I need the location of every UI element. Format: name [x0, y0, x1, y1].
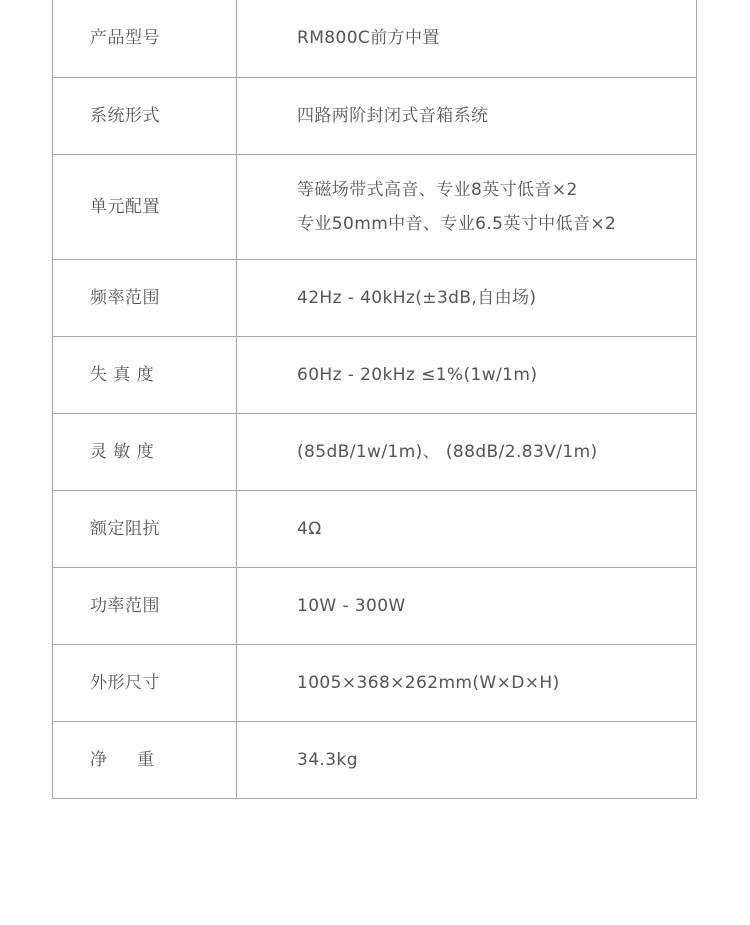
spec-value — [237, 259, 697, 336]
spec-value-line: 60Hz - 20kHz ≤1%(1w/1m) — [297, 364, 538, 385]
spec-label: 净 重 — [53, 721, 237, 798]
spec-row-distortion — [53, 336, 697, 413]
spec-label: 系统形式 — [53, 77, 237, 154]
spec-value-line: 34.3kg — [297, 749, 358, 770]
spec-label: 灵 敏 度 — [53, 413, 237, 490]
spec-value-line: 42Hz - 40kHz(±3dB,自由场) — [297, 287, 537, 308]
spec-table — [52, 0, 697, 799]
spec-value-line: 四路两阶封闭式音箱系统 — [297, 105, 489, 126]
spec-value-line: 10W - 300W — [297, 595, 406, 616]
spec-value — [237, 567, 697, 644]
spec-value-line: RM800C前方中置 — [297, 28, 440, 49]
spec-label: 失 真 度 — [53, 336, 237, 413]
spec-value — [237, 490, 697, 567]
spec-row-drivers — [53, 154, 697, 259]
spec-value-line: 专业50mm中音、专业6.5英寸中低音×2 — [297, 213, 617, 234]
spec-value — [237, 77, 697, 154]
spec-label: 单元配置 — [53, 154, 237, 259]
spec-label: 功率范围 — [53, 567, 237, 644]
spec-label: 频率范围 — [53, 259, 237, 336]
spec-row-system — [53, 77, 697, 154]
spec-value-line: 等磁场带式高音、专业8英寸低音×2 — [297, 179, 578, 200]
spec-row-power — [53, 567, 697, 644]
spec-value — [237, 0, 697, 77]
spec-value — [237, 336, 697, 413]
spec-value — [237, 413, 697, 490]
spec-row-model — [53, 0, 697, 77]
spec-value-line: 1005×368×262mm(W×D×H) — [297, 672, 560, 693]
spec-label: 产品型号 — [53, 0, 237, 77]
spec-row-weight — [53, 721, 697, 798]
spec-label: 额定阻抗 — [53, 490, 237, 567]
spec-value — [237, 721, 697, 798]
spec-row-impedance — [53, 490, 697, 567]
spec-row-dimensions — [53, 644, 697, 721]
spec-label: 外形尺寸 — [53, 644, 237, 721]
spec-row-frequency — [53, 259, 697, 336]
spec-row-sensitivity — [53, 413, 697, 490]
spec-value — [237, 644, 697, 721]
spec-value — [237, 154, 697, 259]
spec-value-line: (85dB/1w/1m)、 (88dB/2.83V/1m) — [297, 441, 598, 462]
spec-value-line: 4Ω — [297, 518, 322, 539]
